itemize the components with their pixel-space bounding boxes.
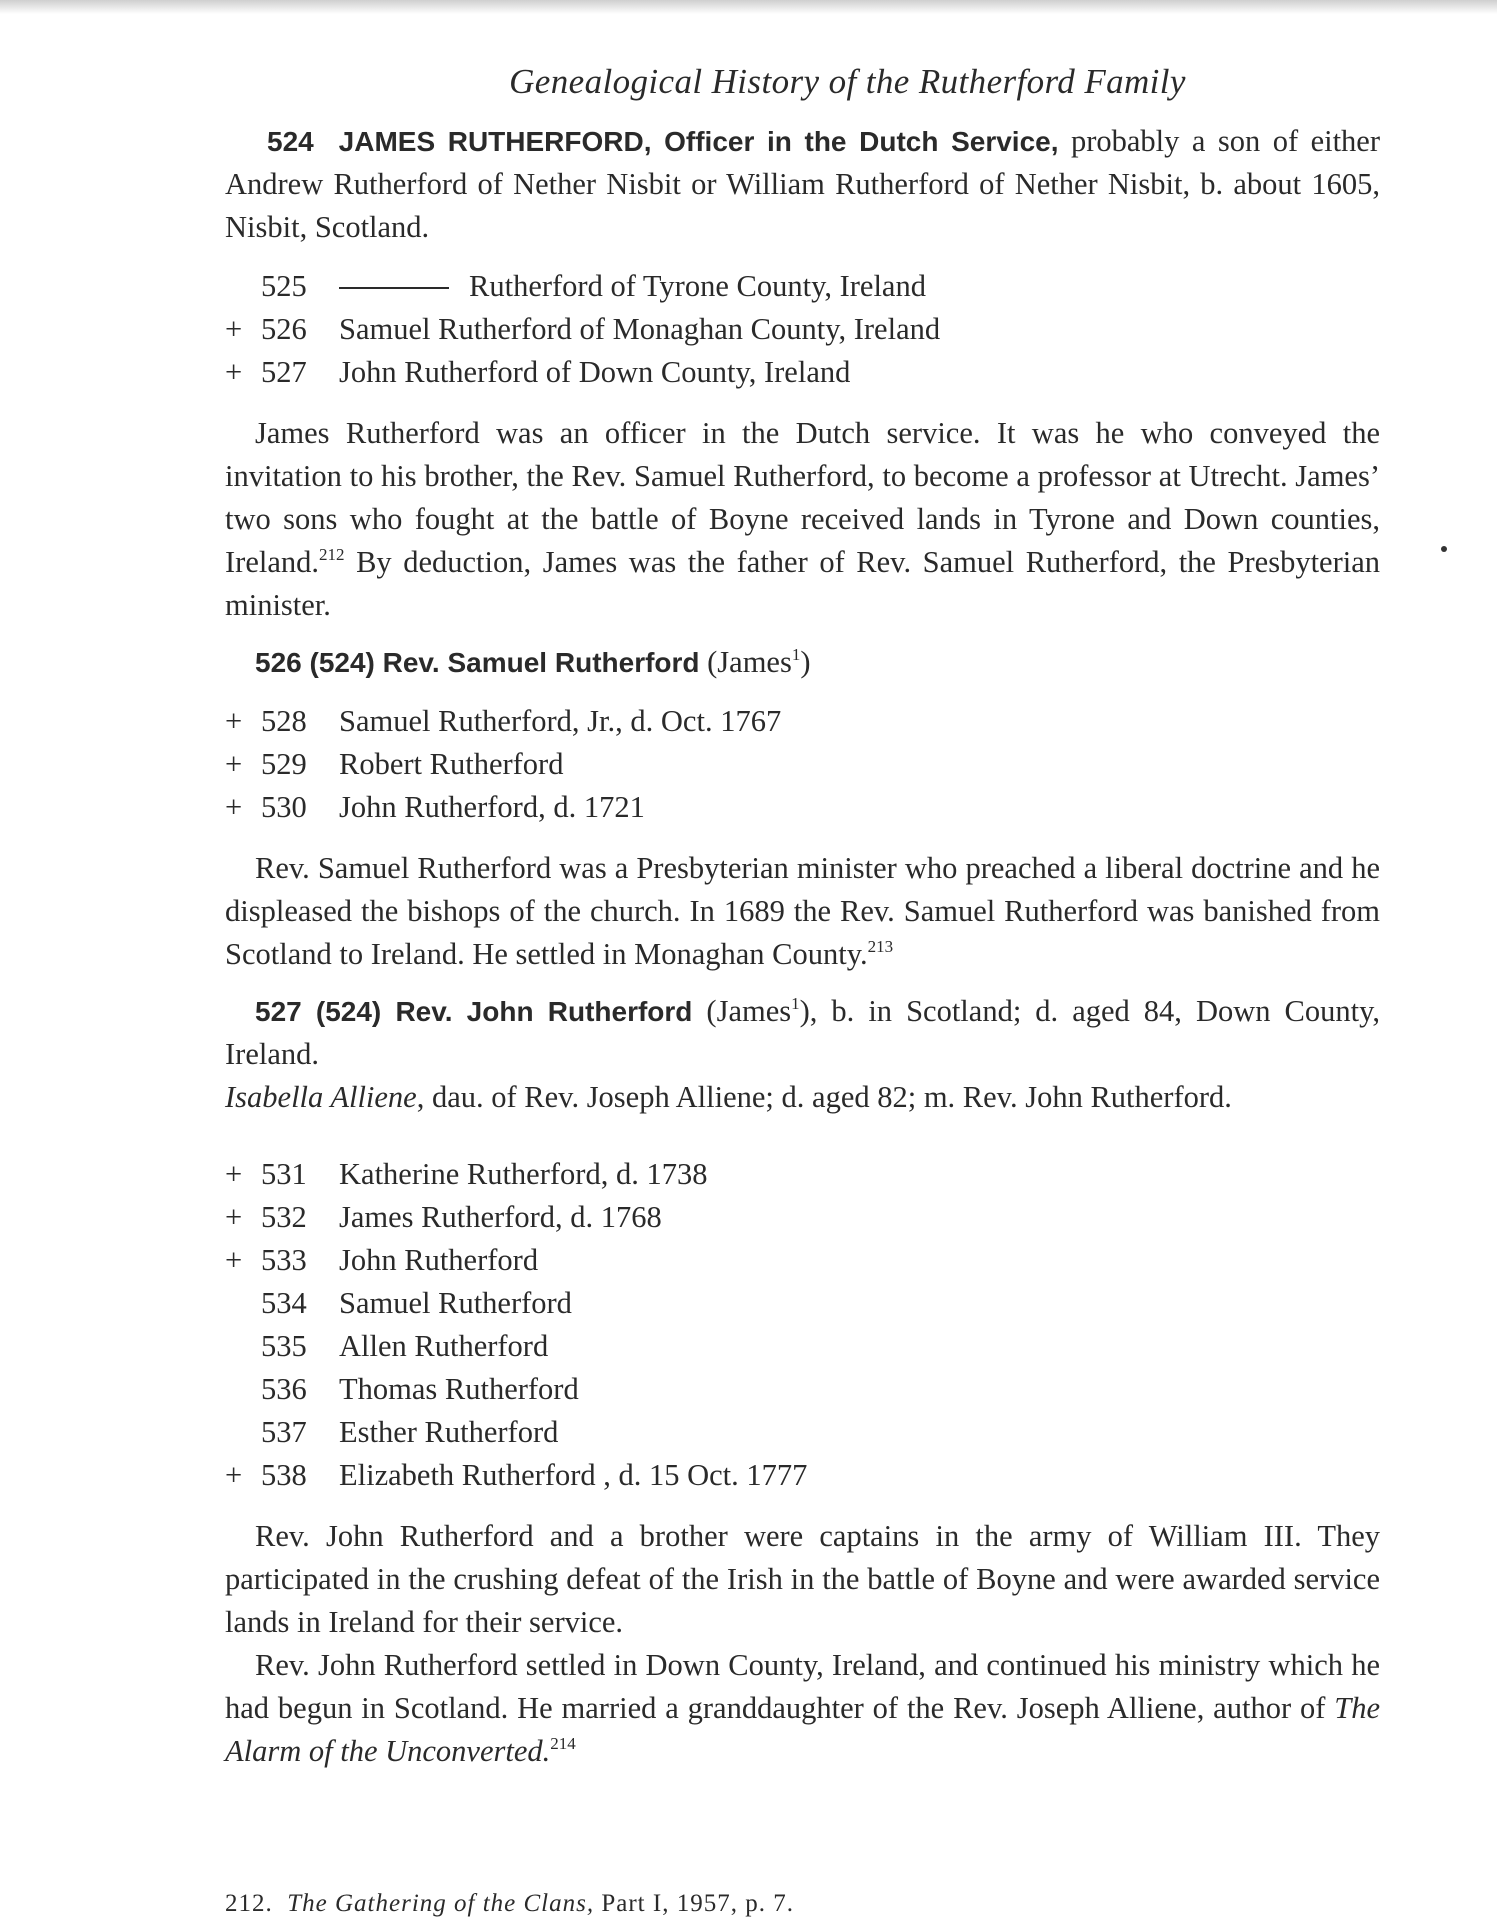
- entry-527-para2-text: Rev. John Rutherford settled in Down County, Ireland, and continued his ministry which he had begun in Scotland. He married a granddaughter of the Rev. Joseph Alliene, author of: [225, 1648, 1380, 1725]
- child-name: Katherine Rutherford, d. 1738: [339, 1157, 708, 1191]
- child-name: Samuel Rutherford, Jr., d. Oct. 1767: [339, 704, 782, 738]
- child-row: [225, 700, 1380, 743]
- footnote-ref-213: 213: [867, 937, 894, 956]
- child-number: 526: [261, 312, 307, 346]
- descendant-marker: +: [225, 1458, 243, 1492]
- child-name: Allen Rutherford: [339, 1329, 549, 1363]
- book-title: The Alarm of the Unconverted.: [225, 1691, 1380, 1768]
- footnote-ref-214: 214: [550, 1734, 576, 1753]
- descendant-marker: [225, 1368, 261, 1411]
- child-name: John Rutherford, d. 1721: [339, 790, 645, 824]
- child-number: 528: [261, 704, 307, 738]
- child-number: 525: [261, 269, 307, 303]
- child-name: Elizabeth Rutherford , d. 15 Oct. 1777: [339, 1458, 808, 1492]
- page-body: [225, 62, 1380, 1773]
- descendant-marker: +: [225, 355, 243, 389]
- child-row: [225, 308, 1380, 351]
- entry-526-paragraph: [225, 847, 1380, 976]
- descendant-marker: +: [225, 1243, 243, 1277]
- spouse-text: , dau. of Rev. Joseph Alliene; d. aged 82; m. Rev. John Rutherford.: [416, 1080, 1232, 1114]
- scan-speck: [1441, 546, 1447, 552]
- child-name: Samuel Rutherford: [339, 1286, 572, 1320]
- child-name: Esther Rutherford: [339, 1415, 559, 1449]
- entry-527-lineage-tail: ), b. in Scotland; d. aged 84, Down County, Ireland.: [225, 994, 1380, 1071]
- unknown-forename-rule: [339, 265, 449, 289]
- footnote-212: [225, 1890, 794, 1918]
- child-row: [225, 786, 1380, 829]
- child-number: 531: [261, 1157, 307, 1191]
- footnote-number: 212.: [225, 1890, 273, 1917]
- entry-526-heading: [225, 641, 1380, 684]
- descendant-marker: [225, 1325, 261, 1368]
- entry-524-paragraph: [225, 412, 1380, 627]
- entry-524-children: [225, 265, 1380, 394]
- entry-527-lineage: (James: [692, 994, 792, 1028]
- footnote-rest: Part I, 1957, p. 7.: [594, 1890, 794, 1917]
- footnote-ref-212: 212: [319, 545, 345, 564]
- entry-524-text: probably a son of either Andrew Rutherford of Nether Nisbit or William Rutherford of Nether Nisbit, b. about 1605, Nisbit, Scotland.: [225, 124, 1380, 244]
- child-number: 530: [261, 790, 307, 824]
- entry-524-para-text: James Rutherford was an officer in the Dutch service. It was he who conveyed the invitation to his brother, the Rev. Samuel Rutherford, to become a professor at Utrecht. James’ two sons who fought at the battle of Boyne received lands in Tyrone and Down counties, Ireland.: [225, 416, 1380, 579]
- entry-527-paragraph-2: [225, 1644, 1380, 1773]
- entry-526-title: 526 (524) Rev. Samuel Rutherford: [255, 647, 700, 678]
- child-row: [225, 1368, 1380, 1411]
- child-row: [225, 1282, 1380, 1325]
- child-number: 534: [261, 1286, 307, 1320]
- entry-527-children: [225, 1153, 1380, 1497]
- descendant-marker: [225, 1411, 261, 1454]
- child-name: Rutherford of Tyrone County, Ireland: [469, 269, 926, 303]
- entry-524-number: 524: [267, 126, 314, 157]
- child-number: 529: [261, 747, 307, 781]
- descendant-marker: +: [225, 790, 243, 824]
- child-number: 532: [261, 1200, 307, 1234]
- entry-524-para-tail: By deduction, James was the father of Rev. Samuel Rutherford, the Presbyterian minister.: [225, 545, 1380, 622]
- child-number: 535: [261, 1329, 307, 1363]
- child-row: [225, 1196, 1380, 1239]
- child-row: [225, 1239, 1380, 1282]
- descendant-marker: [225, 265, 261, 308]
- child-number: 533: [261, 1243, 307, 1277]
- child-row: [225, 1153, 1380, 1196]
- descendant-marker: +: [225, 747, 243, 781]
- descendant-marker: [225, 1282, 261, 1325]
- child-name: John Rutherford of Down County, Ireland: [339, 355, 851, 389]
- child-name: John Rutherford: [339, 1243, 539, 1277]
- child-name: James Rutherford, d. 1768: [339, 1200, 662, 1234]
- descendant-marker: +: [225, 1200, 243, 1234]
- child-row: [225, 743, 1380, 786]
- child-row: [225, 1454, 1380, 1497]
- descendant-marker: +: [225, 704, 243, 738]
- spouse-name: Isabella Alliene: [225, 1080, 417, 1114]
- entry-527-lineage-sup: 1: [791, 994, 800, 1013]
- entry-527-spouse: [225, 1076, 1380, 1119]
- child-number: 536: [261, 1372, 307, 1406]
- entry-526-lineage-close: ): [800, 645, 811, 679]
- scan-top-shadow: [0, 0, 1497, 14]
- child-name: Robert Rutherford: [339, 747, 564, 781]
- footnote-title: The Gathering of the Clans,: [287, 1890, 595, 1917]
- entry-526-para-text: Rev. Samuel Rutherford was a Presbyterian minister who preached a liberal doctrine and he displeased the bishops of the church. In 1689 the Rev. Samuel Rutherford was banished from Scotland to Ireland. He settled in Monaghan County.: [225, 851, 1380, 971]
- child-name: Samuel Rutherford of Monaghan County, Ireland: [339, 312, 941, 346]
- entry-527-paragraph-1: Rev. John Rutherford and a brother were captains in the army of William III. They participated in the crushing defeat of the Irish in the battle of Boyne and were awarded service lands in Ireland for their service.: [225, 1519, 1380, 1639]
- child-row: [225, 265, 1380, 308]
- entry-527-heading: [225, 990, 1380, 1076]
- child-row: [225, 1325, 1380, 1368]
- running-head: Genealogical History of the Rutherford Family: [509, 62, 1186, 101]
- descendant-marker: +: [225, 1157, 243, 1191]
- entry-526-children: [225, 700, 1380, 829]
- child-number: 537: [261, 1415, 307, 1449]
- child-number: 538: [261, 1458, 307, 1492]
- child-number: 527: [261, 355, 307, 389]
- child-name: Thomas Rutherford: [339, 1372, 579, 1406]
- entry-524-name: JAMES RUTHERFORD, Officer in the Dutch Service,: [338, 126, 1059, 157]
- entry-526-lineage: (James: [699, 645, 792, 679]
- entry-526-lineage-sup: 1: [791, 645, 801, 664]
- child-row: [225, 1411, 1380, 1454]
- child-row: [225, 351, 1380, 394]
- entry-524-intro: [225, 120, 1380, 249]
- descendant-marker: +: [225, 312, 243, 346]
- entry-527-title: 527 (524) Rev. John Rutherford: [255, 996, 693, 1027]
